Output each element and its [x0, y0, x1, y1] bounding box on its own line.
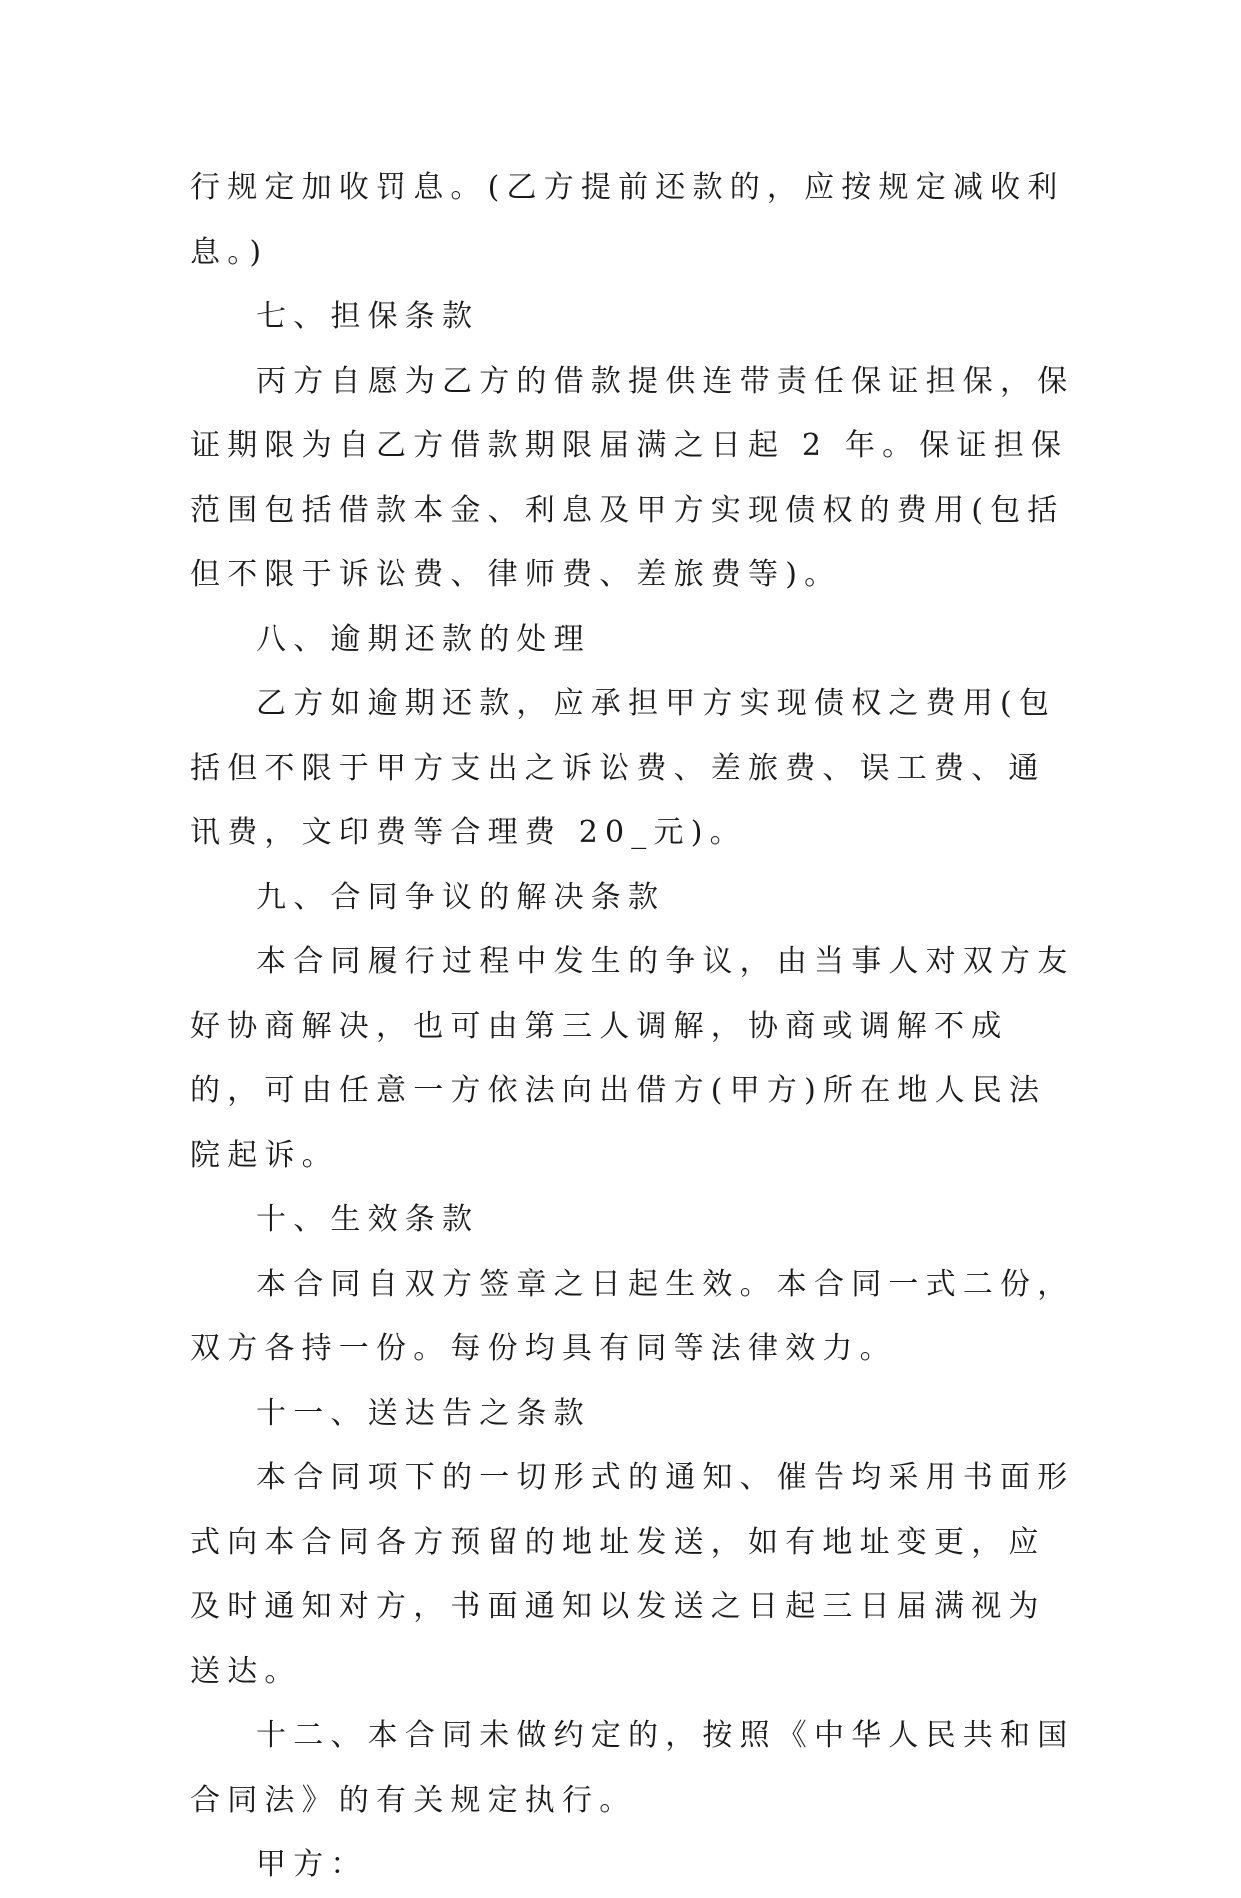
paragraph-notice-clause: 本合同项下的一切形式的通知、催告均采用书面形式向本合同各方预留的地址发送，如有地址变更，应及时通知对方，书面通知以发送之日起三日届满视为送达。	[190, 1460, 1075, 1689]
paragraph-penalty-interest: 行规定加收罚息。(乙方提前还款的，应按规定减收利息。)	[190, 170, 1065, 270]
heading-notice-clause: 十一、送达告之条款	[256, 1395, 591, 1431]
heading-effective-clause: 十、生效条款	[256, 1202, 480, 1237]
party-a-signature-label: 甲方：	[256, 1847, 368, 1882]
heading-guarantee-clause: 七、担保条款	[256, 299, 480, 334]
paragraph-dispute-resolution: 本合同履行过程中发生的争议，由当事人对双方友好协商解决，也可由第三人调解，协商或调解不成的，可由任意一方依法向出借方(甲方)所在地人民法院起诉。	[190, 944, 1075, 1173]
paragraph-effective-clause: 本合同自双方签章之日起生效。本合同一式二份，双方各持一份。每份均具有同等法律效力。	[190, 1266, 1075, 1366]
paragraph-guarantee: 丙方自愿为乙方的借款提供连带责任保证担保，保证期限为自乙方借款期限届满之日起 2 年。保证担保范围包括借款本金、利息及甲方实现债权的费用(包括但不限于诉讼费、律师费、差旅费等)。	[190, 363, 1075, 592]
document-body	[190, 156, 1075, 1898]
paragraph-overdue-repayment: 乙方如逾期还款，应承担甲方实现债权之费用(包括但不限于甲方支出之诉讼费、差旅费、误工费、通讯费，文印费等合理费 20_元)。	[190, 686, 1057, 850]
paragraph-contract-law: 十二、本合同未做约定的，按照《中华人民共和国合同法》的有关规定执行。	[190, 1718, 1075, 1818]
heading-dispute-resolution: 九、合同争议的解决条款	[256, 879, 666, 915]
heading-overdue-repayment: 八、逾期还款的处理	[256, 621, 591, 657]
